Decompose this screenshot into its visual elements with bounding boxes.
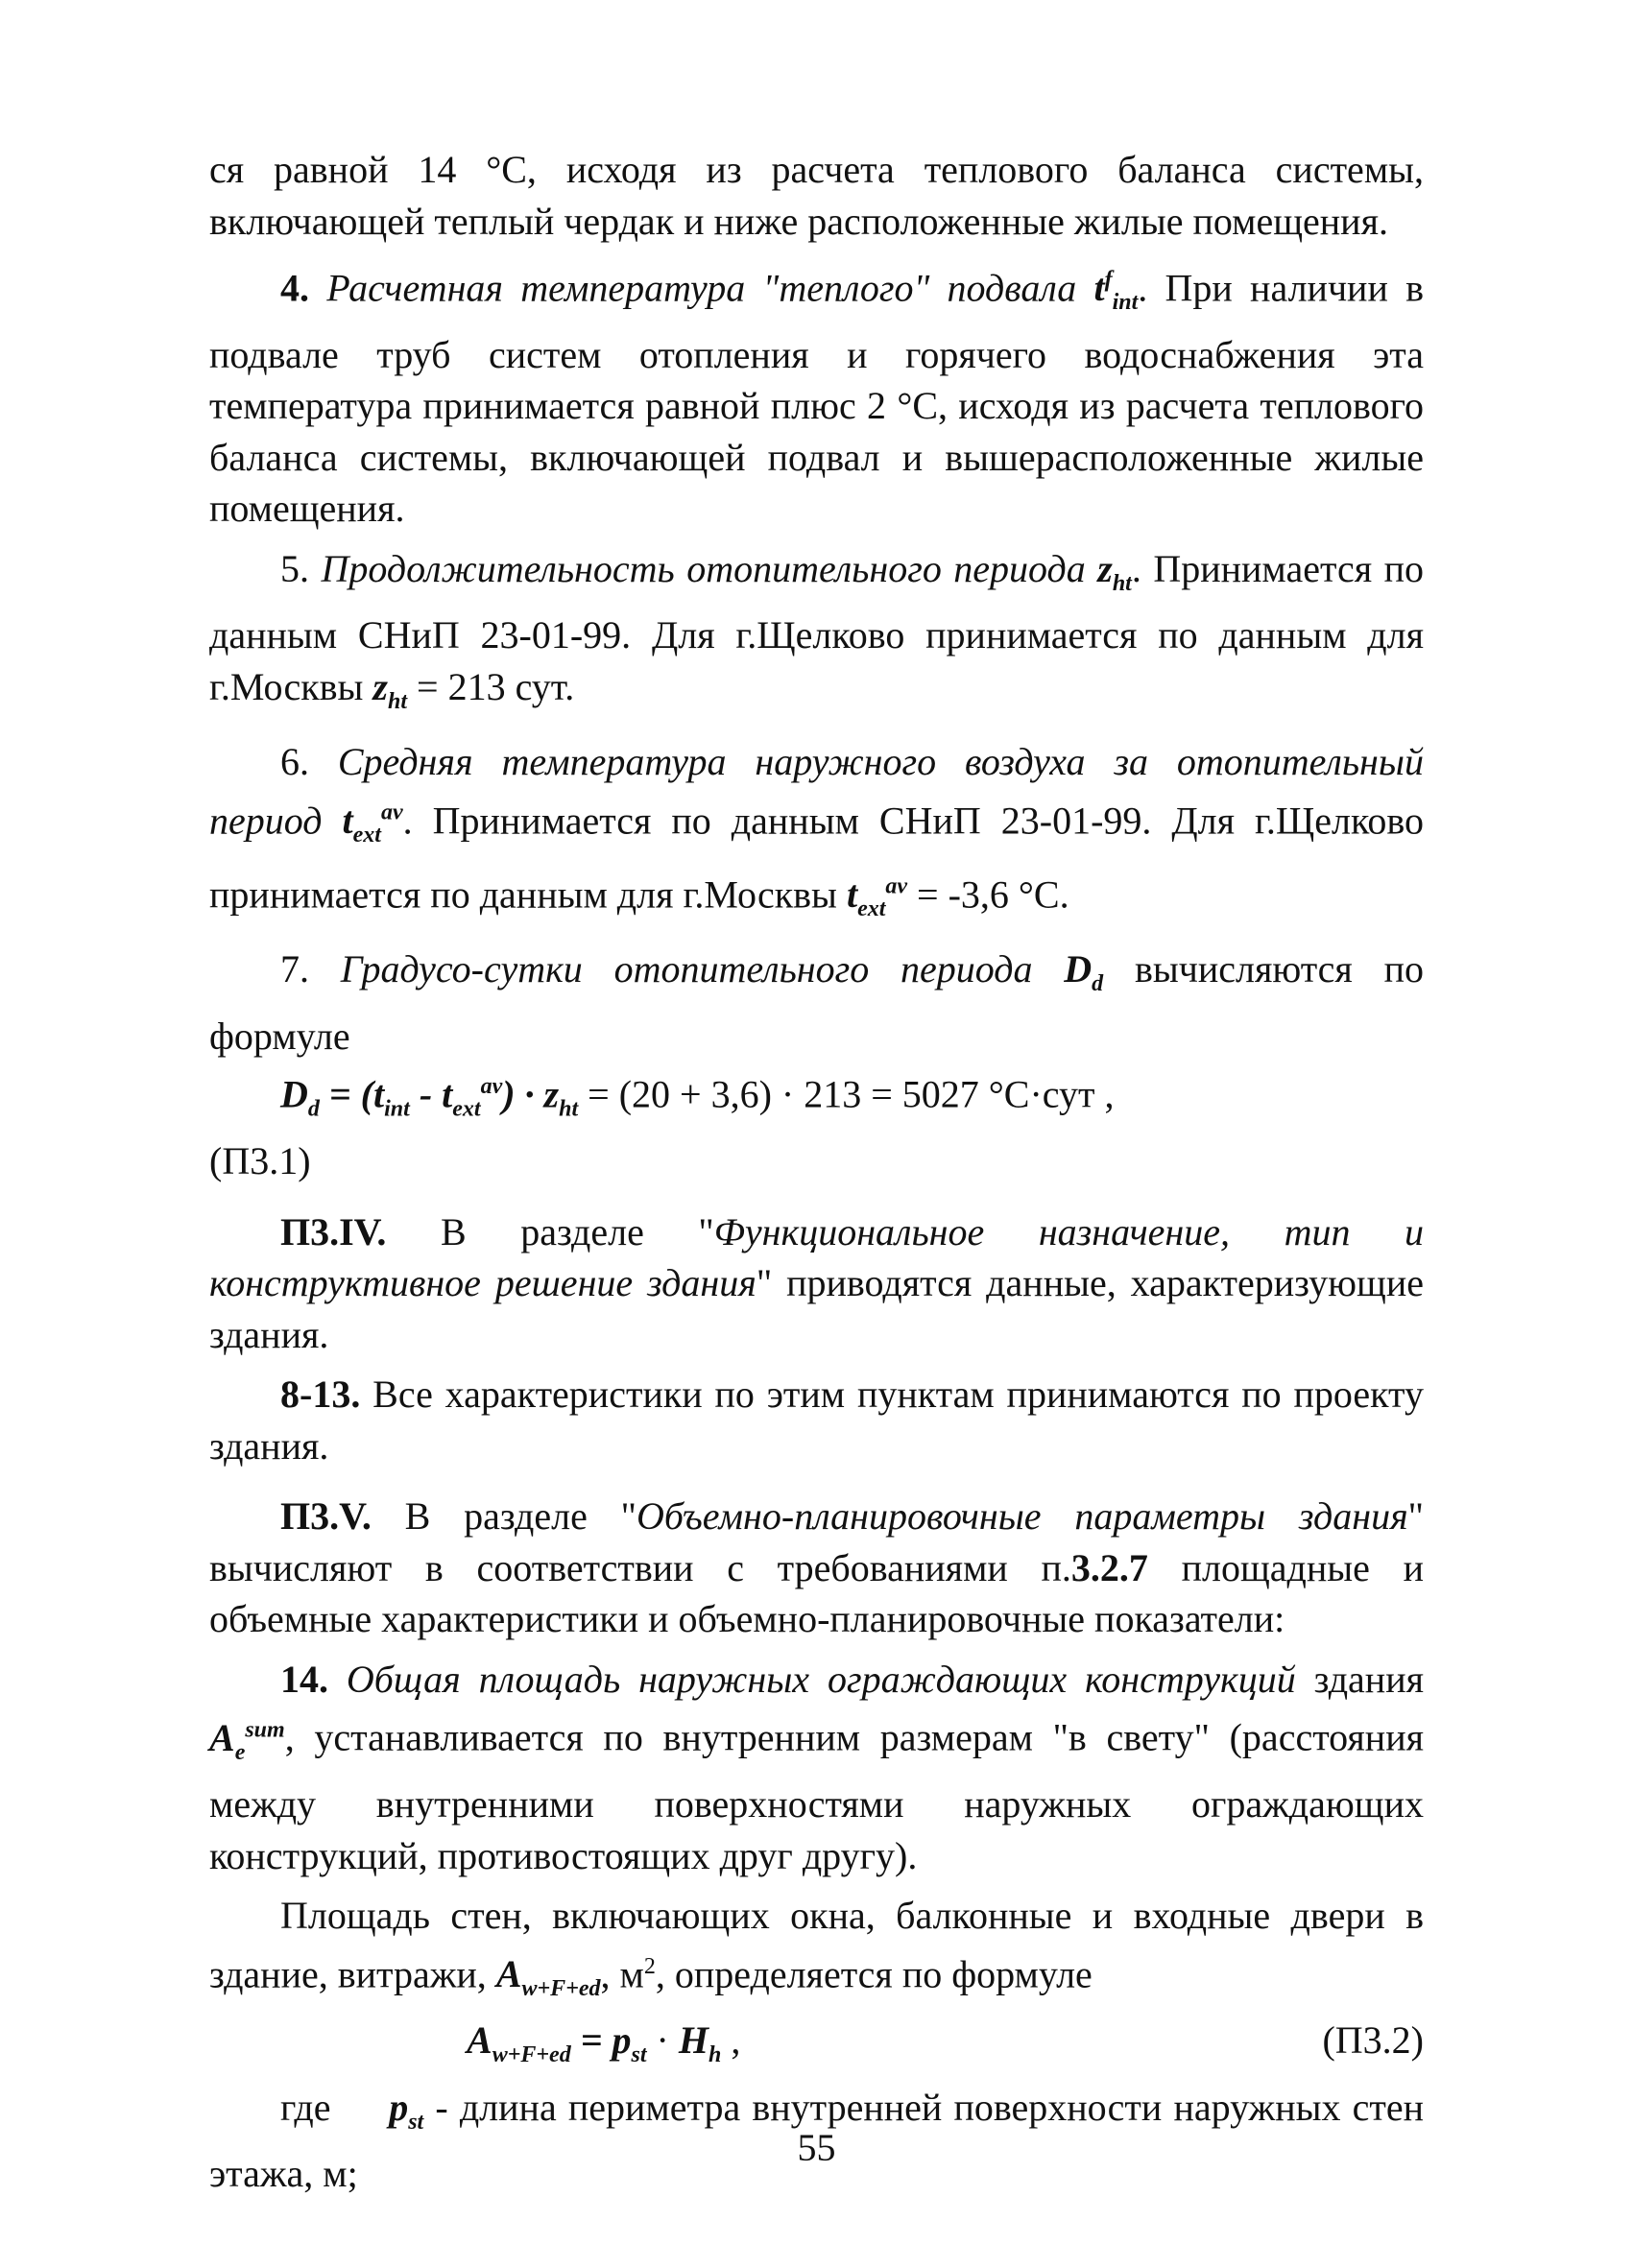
- symbol-A-wall: $A_{w+F+ed}$: [495, 1951, 601, 2001]
- item-title: Расчетная температура "теплого" подвала: [326, 266, 1077, 310]
- equation-number: (П3.1): [209, 1139, 311, 1183]
- symbol-A-e-sum: $A_e^{sum}$: [209, 1715, 285, 1765]
- item-text: . Принимается по данным СНиП 23-01-99. Для г.Щелково принимается по данным для г.Москвы: [209, 546, 1424, 708]
- item-text: . При наличии в подвале труб систем отопления и горячего водоснабжения эта температура принимается равной плюс 2 °С, исходя из расчета теплового баланса системы, включающей подвал и вышерасположенные жилые помещения.: [209, 266, 1424, 531]
- item-text: = -3,6 °С.: [917, 871, 1069, 916]
- section-title: Объемно-планировочные параметры здания: [636, 1494, 1408, 1539]
- paragraph-text: ся равной 14 °С, исходя из расчета теплового баланса системы, включающей теплый чердак и ниже расположенные жилые помещения.: [209, 148, 1424, 243]
- symbol-D-d: $D_d$: [1064, 947, 1104, 997]
- section-number: П3.IV.: [280, 1209, 387, 1253]
- equation-number: (П3.2): [1322, 2018, 1424, 2063]
- paragraph-item-7: [209, 943, 1424, 1062]
- item-title: Продолжительность отопительного периода: [321, 546, 1086, 590]
- item-text: Все характеристики по этим пунктам принимаются по проекту здания.: [209, 1373, 1425, 1468]
- symbol-t-ext-av: $t_{ext}^{av}$: [342, 799, 403, 848]
- symbol-p-st: $p_{st}$: [389, 2085, 424, 2135]
- symbol-z-ht: $z_{ht}$: [1097, 546, 1132, 596]
- paragraph-item-4: [209, 255, 1424, 535]
- item-number: 5.: [280, 546, 309, 590]
- item-number: 6.: [280, 740, 309, 784]
- formula-degree-days: $D_d = (t_{int} - t_{ext}^{av}) \cdot z_{ht} = (20 + 3,6) \cdot 213 = 5027$ °С·сут ,: [280, 1072, 1115, 1122]
- paragraph-item-14: 14. Общая площадь наружных ограждающих конструкций здания $A_e^{sum}$, устанавливается по внутренним размерам "в свету" (расстояния между внутренними поверхностями наружных ограждающих конструкций, противостоящих друг другу).: [209, 1657, 1425, 1877]
- section-number: П3.V.: [280, 1494, 372, 1539]
- item-number: 14.: [280, 1657, 328, 1701]
- item-text: вычисляются по формуле: [209, 947, 1425, 1058]
- paragraph-items-8-13: [209, 1369, 1424, 1471]
- item-title: Общая площадь наружных ограждающих конструкций: [346, 1657, 1296, 1701]
- symbol-t-int: $t^f_{int}$: [1093, 266, 1139, 316]
- symbol-z-ht: $z_{ht}$: [372, 664, 408, 714]
- item-number: 4.: [280, 266, 309, 310]
- section-title: Функциональное назначение, тип и конструктивное решение здания: [209, 1209, 1424, 1305]
- formula-wall-area: $A_{w+F+ed} = p_{st} \cdot H_h$ , (П3.2): [209, 2015, 1424, 2082]
- paragraph-section-iv: П3.IV. В разделе "Функциональное назначение, тип и конструктивное решение здания" приводятся данные, характеризующие здания.: [209, 1209, 1424, 1356]
- paragraph-item-5: [209, 543, 1424, 728]
- paragraph-item-6: [209, 736, 1424, 935]
- symbol-t-ext-av: $t_{ext}^{av}$: [846, 871, 908, 921]
- item-number: 7.: [280, 947, 309, 991]
- item-number: 8-13.: [280, 1373, 361, 1417]
- clause-reference: 3.2.7: [1070, 1545, 1148, 1589]
- item-text: , устанавливается по внутренним размерам "в свету" (расстояния между внутренними поверхностями наружных ограждающих конструкций, противостоящих друг другу).: [209, 1715, 1424, 1877]
- page-number: 55: [797, 2126, 836, 2169]
- paragraph-section-v: П3.V. В разделе "Объемно-планировочные параметры здания" вычисляют в соответствии с требованиями п.3.2.7 площадные и объемные характеристики и объемно-планировочные показатели:: [209, 1494, 1425, 1641]
- item-text: . Принимается по данным СНиП 23-01-99. Для г.Щелково принимается по данным для г.Москвы: [209, 799, 1425, 916]
- item-title: Средняя температура наружного воздуха за отопительный период: [209, 740, 1424, 843]
- paragraph-wall-area: Площадь стен, включающих окна, балконные и входные двери в здание, витражи, $A_{w+F+ed}$, $м^2$, определяется по формуле: [209, 1894, 1424, 2001]
- paragraph-attic-temperature: [209, 144, 1424, 247]
- item-title: Градусо-сутки отопительного периода: [340, 947, 1033, 991]
- paragraph-where: где $p_{st}$ - длина периметра внутренней поверхности наружных стен этажа, м;: [209, 2085, 1425, 2196]
- item-text: = 213 сут.: [417, 664, 575, 708]
